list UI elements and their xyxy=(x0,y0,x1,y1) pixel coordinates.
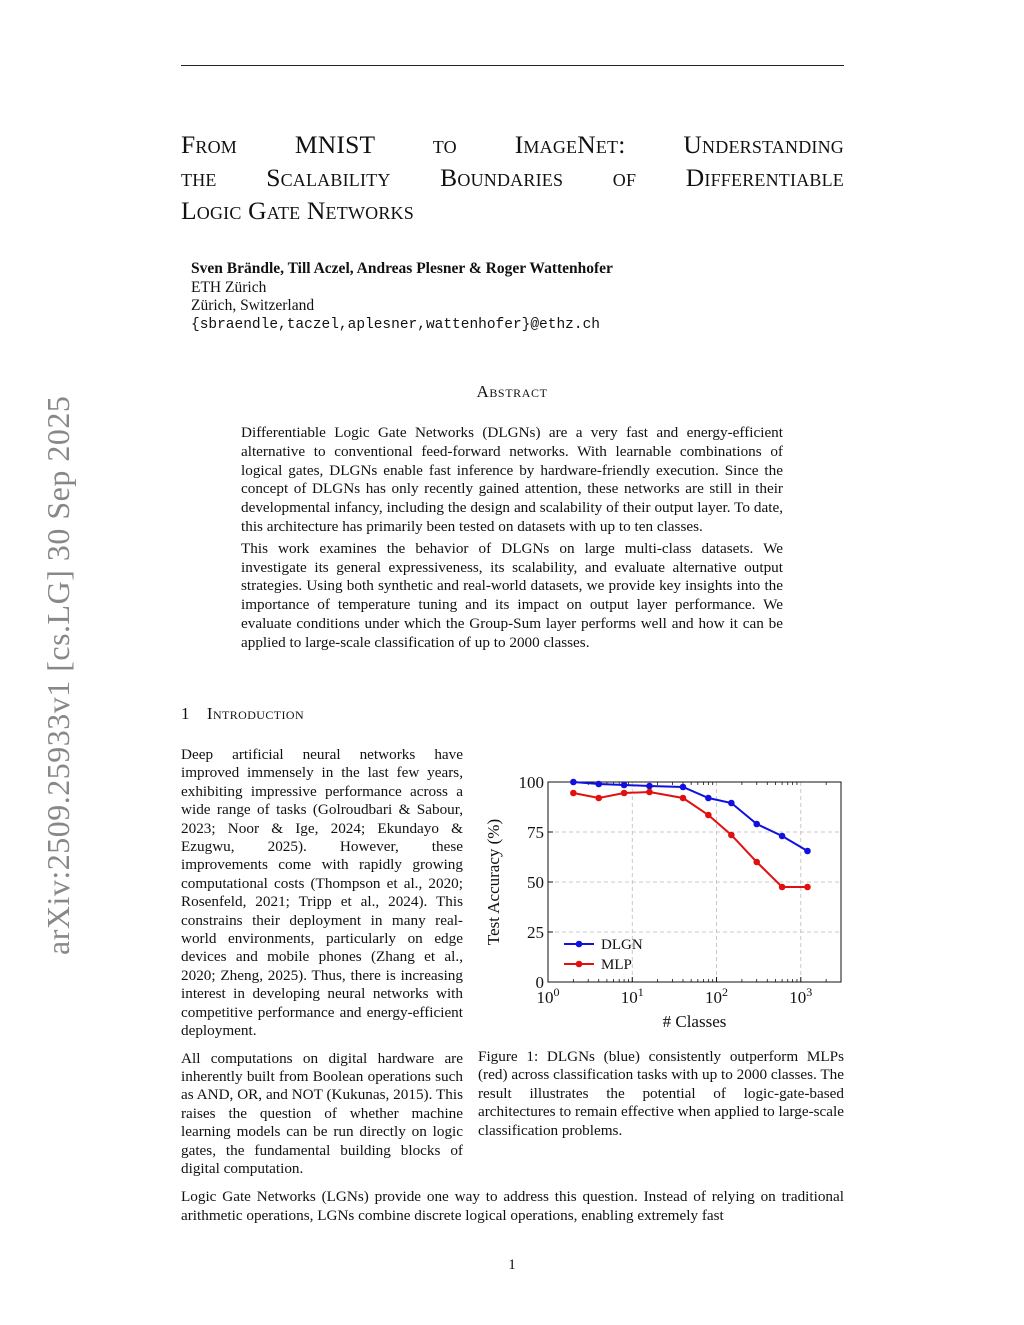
data-point-mlp xyxy=(621,790,628,797)
accuracy-chart xyxy=(480,765,850,1035)
paper-title xyxy=(181,128,844,227)
chart-series xyxy=(570,779,811,891)
legend-marker-dlgn xyxy=(576,941,583,948)
location: Zürich, Switzerland xyxy=(191,297,315,314)
author-emails: {sbraendle,taczel,aplesner,wattenhofer}@ethz.ch xyxy=(191,316,600,333)
data-point-mlp xyxy=(779,884,786,891)
x-tick-label: $10^2$ xyxy=(705,985,729,1007)
data-point-dlgn xyxy=(646,783,653,790)
legend-marker-mlp xyxy=(576,961,583,968)
data-point-dlgn xyxy=(680,784,687,791)
intro-left-column xyxy=(181,746,463,1187)
data-point-dlgn xyxy=(595,781,602,788)
abstract-paragraph-2: This work examines the behavior of DLGNs on large multi-class datasets. We investigate its general expressiveness, its scalability, and evaluate alternative output strategies. Using both synthetic and real-world datasets, we provide key insights into the importance of temperature tuning and its impact on output layer performance. We evaluate conditions under which the Group-Sum layer performs well and how it can be applied to large-scale classification of up to 2000 classes. xyxy=(241,539,783,651)
y-axis-label: Test Accuracy (%) xyxy=(484,818,503,946)
affiliation: ETH Zürich xyxy=(191,278,267,296)
series-line-mlp xyxy=(573,792,807,887)
author-block xyxy=(191,260,613,334)
y-tick-label: 0 xyxy=(535,973,544,992)
data-point-dlgn xyxy=(804,848,811,855)
data-point-dlgn xyxy=(705,795,712,802)
data-point-mlp xyxy=(753,859,760,866)
title-line-1: From MNIST to ImageNet: Understanding xyxy=(181,130,844,159)
chart-ticks xyxy=(519,773,842,1007)
chart-legend xyxy=(564,937,643,973)
data-point-mlp xyxy=(804,884,811,891)
data-point-dlgn xyxy=(728,800,735,807)
y-tick-label: 50 xyxy=(527,873,544,892)
abstract xyxy=(241,424,783,656)
y-tick-label: 100 xyxy=(518,773,544,792)
data-point-dlgn xyxy=(753,821,760,828)
x-tick-label: $10^0$ xyxy=(536,985,560,1007)
data-point-mlp xyxy=(646,789,653,796)
intro-paragraph-1: Deep artificial neural networks have improved immensely in the last few years, exhibiting impressive performance across a wide range of tasks (Golroudbari & Sabour, 2023; Noor & Ige, 2024; Ekundayo & Ezugwu, 2025). However, these improvements come with rapidly growing computational costs (Thompson et al., 2020; Rosenfeld, 2021; Tripp et al., 2024). This constrains their deployment in many real-world environments, particularly on edge devices and mobile phones (Zhang et al., 2020; Zheng, 2025). Thus, there is increasing interest in developing neural networks with competitive performance and energy-efficient deployment. xyxy=(181,746,463,1040)
page-number: 1 xyxy=(508,1257,516,1273)
intro-full-width xyxy=(181,1188,844,1225)
figure-caption: Figure 1: DLGNs (blue) consistently outperform MLPs (red) across classification tasks with up to 2000 classes. The result illustrates the potential of logic-gate-based architectures to remain effective when applied to large-scale classification problems. xyxy=(478,1048,844,1139)
data-point-mlp xyxy=(595,795,602,802)
title-line-2: the Scalability Boundaries of Differentiable xyxy=(181,163,844,192)
x-tick-label: $10^3$ xyxy=(789,985,813,1007)
top-rule xyxy=(181,65,844,66)
data-point-dlgn xyxy=(621,782,628,789)
x-tick-label: $10^1$ xyxy=(620,985,644,1007)
arxiv-watermark: arXiv:2509.25933v1 [cs.LG] 30 Sep 2025 xyxy=(40,395,76,955)
intro-paragraph-2: All computations on digital hardware are inherently built from Boolean operations such as AND, OR, and NOT (Kukunas, 2015). This raises the question of whether machine learning models can be run directly on logic gates, the fundamental building blocks of digital computation. xyxy=(181,1049,463,1177)
section-number: 1 xyxy=(181,704,190,723)
chart-grid xyxy=(548,782,841,982)
author-names: Sven Brändle, Till Aczel, Andreas Plesner & Roger Wattenhofer xyxy=(191,260,613,277)
legend-label-mlp: MLP xyxy=(601,957,632,973)
section-title: Introduction xyxy=(206,704,305,723)
series-line-dlgn xyxy=(573,782,807,851)
section-heading xyxy=(181,704,304,724)
data-point-mlp xyxy=(705,812,712,819)
data-point-mlp xyxy=(680,795,687,802)
legend-label-dlgn: DLGN xyxy=(601,937,643,953)
title-line-3: Logic Gate Networks xyxy=(181,196,414,225)
x-axis-label: # Classes xyxy=(662,1012,727,1031)
y-tick-label: 25 xyxy=(527,923,544,942)
abstract-paragraph-1: Differentiable Logic Gate Networks (DLGNs) are a very fast and energy-efficient alternative to conventional feed-forward networks. With learnable combinations of logical gates, DLGNs enable fast inference by hardware-friendly execution. Since the concept of DLGNs has only recently gained attention, these networks are still in their developmental infancy, including the design and scalability of their output layer. To date, this architecture has primarily been tested on datasets with up to ten classes. xyxy=(241,424,783,535)
data-point-dlgn xyxy=(570,779,577,786)
abstract-heading: Abstract xyxy=(476,382,548,401)
y-tick-label: 75 xyxy=(527,823,544,842)
data-point-mlp xyxy=(570,790,577,797)
data-point-dlgn xyxy=(779,833,786,840)
intro-paragraph-3: Logic Gate Networks (LGNs) provide one way to address this question. Instead of relying on traditional arithmetic operations, LGNs combine discrete logical operations, enabling extremely fast xyxy=(181,1188,844,1224)
data-point-mlp xyxy=(728,832,735,839)
